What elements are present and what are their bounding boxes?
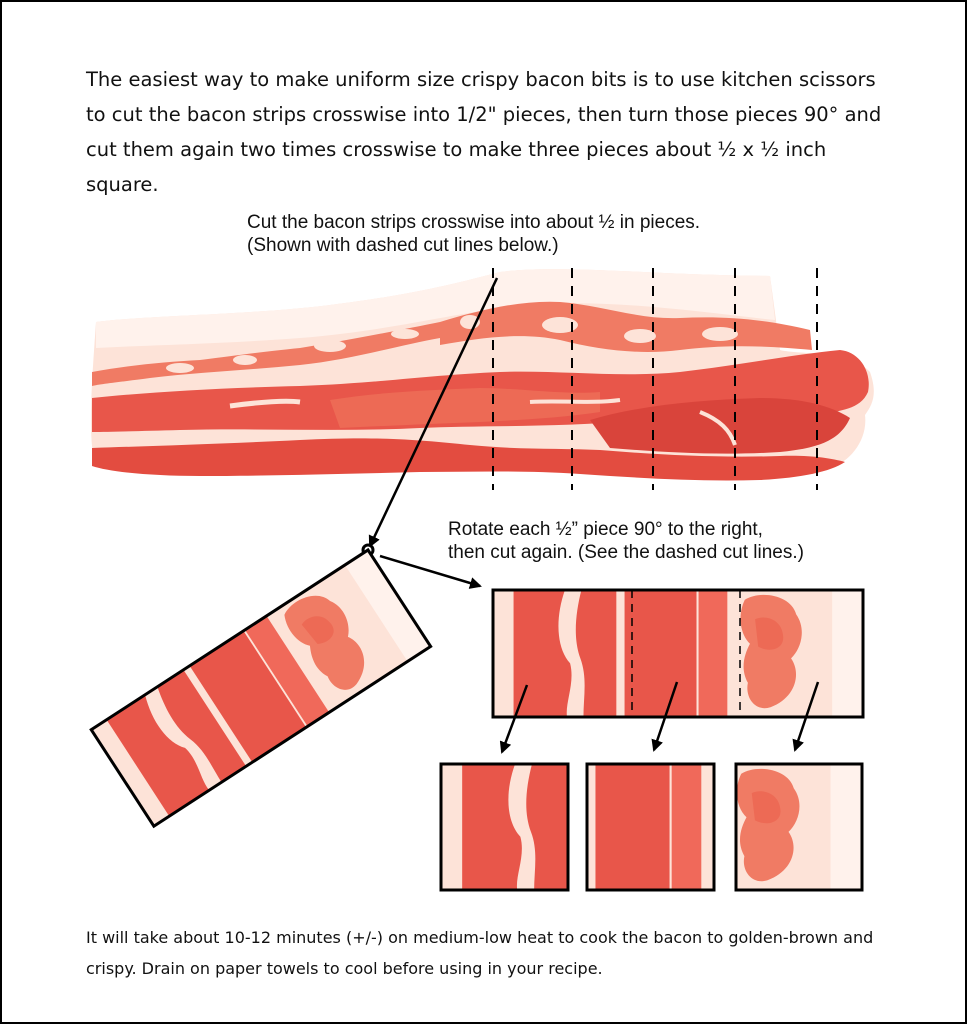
step1-caption-line2: (Shown with dashed cut lines below.) [247,235,559,256]
intro-paragraph: The easiest way to make uniform size crispy bacon bits is to use kitchen scissors to cut the bacon strips crosswise into 1/2" pieces, then turn those pieces 90° and cut them again two times crosswise to make three pieces about ½ x ½ inch square. [86,68,882,196]
rotated-piece [91,550,430,826]
step2-caption-line1: Rotate each ½” piece 90° to the right, [448,519,763,540]
turned-piece [493,590,863,717]
bacon-strip [91,269,874,480]
step1-caption-line1: Cut the bacon strips crosswise into about ½ in pieces. [247,212,701,233]
step2-caption-line2: then cut again. (See the dashed cut lines.) [448,542,804,563]
arrow-to-turned-piece [380,556,480,586]
cooking-note: It will take about 10-12 minutes (+/-) on medium-low heat to cook the bacon to golden-brown and crispy. Drain on paper towels to cool before using in your recipe. [86,928,874,978]
